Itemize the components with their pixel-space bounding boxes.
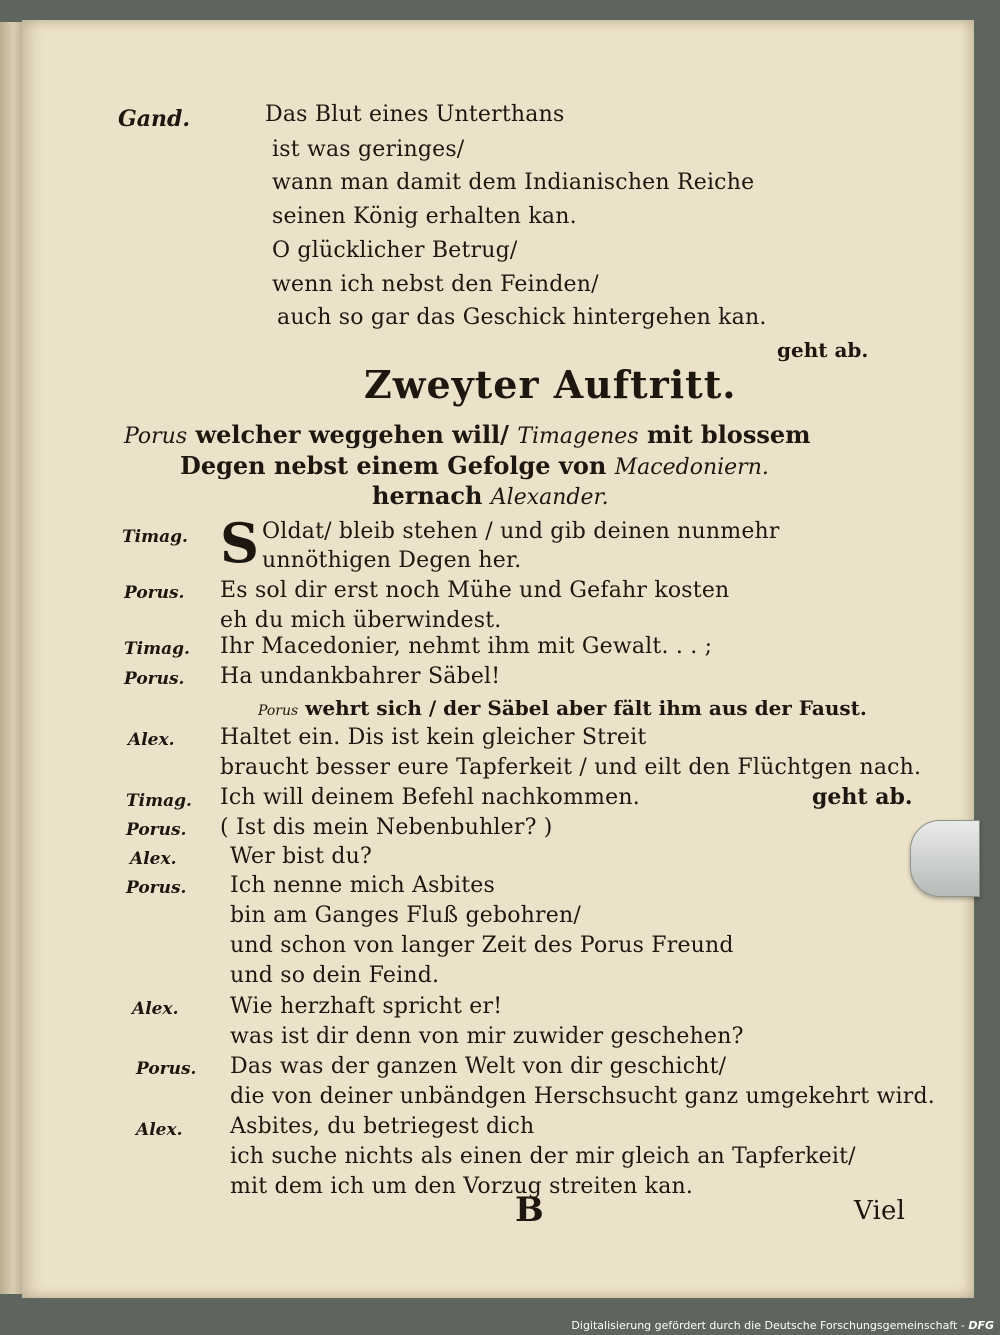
dialogue-line: Ich will deinem Befehl nachkommen.: [220, 785, 640, 810]
verse-line: wann man damit dem Indianischen Reiche: [272, 170, 755, 195]
stage-name: Porus: [124, 424, 188, 449]
verse-line: Das Blut eines Unterthans: [265, 102, 565, 127]
dialogue-line: ich suche nichts als einen der mir gleich an Tapferkeit/: [230, 1144, 856, 1169]
dialogue-line: Das was der ganzen Welt von dir geschicht/: [230, 1054, 727, 1079]
dialogue-line: was ist dir denn von mir zuwider geschehen?: [230, 1024, 744, 1049]
stage-text: hernach: [372, 481, 483, 510]
stage-direction-line-2: [180, 451, 769, 480]
dialogue-line: die von deiner unbändgen Herschsucht ganz umgekehrt wird.: [230, 1084, 935, 1109]
speaker-label: Porus.: [136, 1059, 197, 1079]
dialogue-line: Wer bist du?: [230, 844, 373, 869]
stage-name: Porus: [258, 703, 299, 719]
dialogue-line: unnöthigen Degen her.: [262, 548, 522, 573]
speaker-label: Alex.: [132, 999, 179, 1019]
dialogue-line: Wie herzhaft spricht er!: [230, 994, 503, 1019]
speaker-label: Timag.: [126, 791, 192, 811]
stage-text: mit blossem: [646, 420, 811, 449]
speaker-label: Alex.: [136, 1120, 183, 1140]
dfg-logo: DFG: [968, 1319, 994, 1332]
stage-name: Macedoniern.: [614, 455, 769, 480]
verse-line: auch so gar das Geschick hintergehen kan.: [277, 305, 767, 330]
stage-text: Degen nebst einem Gefolge von: [180, 451, 607, 480]
stage-text: wehrt sich / der Säbel aber fält ihm aus der Faust.: [305, 696, 867, 720]
dialogue-line: und schon von langer Zeit des Porus Freund: [230, 933, 734, 958]
stage-direction: [258, 696, 867, 720]
dialogue-line: eh du mich überwindest.: [220, 608, 502, 633]
stage-direction-line-3: [372, 481, 609, 510]
speaker-label: Gand.: [118, 106, 191, 132]
stage-name: Alexander.: [490, 485, 609, 510]
dialogue-line: Ha undankbahrer Säbel!: [220, 664, 501, 689]
page-marker-tab: [910, 820, 980, 897]
dialogue-line: Asbites, du betriegest dich: [230, 1114, 535, 1139]
left-page-edge: [0, 22, 22, 1294]
speaker-label: Alex.: [128, 730, 175, 750]
funding-footer: [571, 1319, 994, 1332]
dialogue-line: mit dem ich um den Vorzug streiten kan.: [230, 1174, 694, 1199]
verse-line: seinen König erhalten kan.: [272, 204, 577, 229]
footer-text: Digitalisierung gefördert durch die Deutsche Forschungsgemeinschaft -: [571, 1319, 965, 1332]
speaker-label: Timag.: [124, 639, 190, 659]
exit-direction: geht ab.: [777, 338, 869, 362]
dialogue-line: ( Ist dis mein Nebenbuhler? ): [220, 815, 553, 840]
speaker-label: Timag.: [122, 527, 188, 547]
speaker-label: Porus.: [126, 878, 187, 898]
stage-direction-line-1: [124, 420, 811, 449]
dialogue-line: Oldat/ bleib stehen / und gib deinen nunmehr: [262, 519, 780, 544]
verse-line: wenn ich nebst den Feinden/: [272, 272, 599, 297]
speaker-label: Porus.: [124, 669, 185, 689]
stage-name: Timagenes: [517, 424, 639, 449]
dialogue-line: Ihr Macedonier, nehmt ihm mit Gewalt. . . ;: [220, 634, 713, 659]
dialogue-line: Es sol dir erst noch Mühe und Gefahr kosten: [220, 578, 730, 603]
speaker-label: Porus.: [126, 820, 187, 840]
dialogue-line: Ich nenne mich Asbites: [230, 873, 495, 898]
verse-line: ist was geringes/: [272, 137, 465, 162]
verse-line: O glücklicher Betrug/: [272, 238, 518, 263]
book-page: [22, 20, 974, 1298]
scene-heading: Zweyter Auftritt.: [364, 362, 737, 407]
dialogue-line: und so dein Feind.: [230, 963, 440, 988]
signature-mark: B: [515, 1190, 544, 1230]
speaker-label: Porus.: [124, 583, 185, 603]
dialogue-line: Haltet ein. Dis ist kein gleicher Streit: [220, 725, 647, 750]
dialogue-line: bin am Ganges Fluß gebohren/: [230, 903, 581, 928]
catchword: Viel: [854, 1196, 906, 1226]
exit-direction: geht ab.: [812, 784, 913, 810]
drop-cap: S: [220, 511, 259, 575]
speaker-label: Alex.: [130, 849, 177, 869]
stage-text: welcher weggehen will/: [195, 420, 509, 449]
dialogue-line: braucht besser eure Tapferkeit / und eilt den Flüchtgen nach.: [220, 755, 922, 780]
